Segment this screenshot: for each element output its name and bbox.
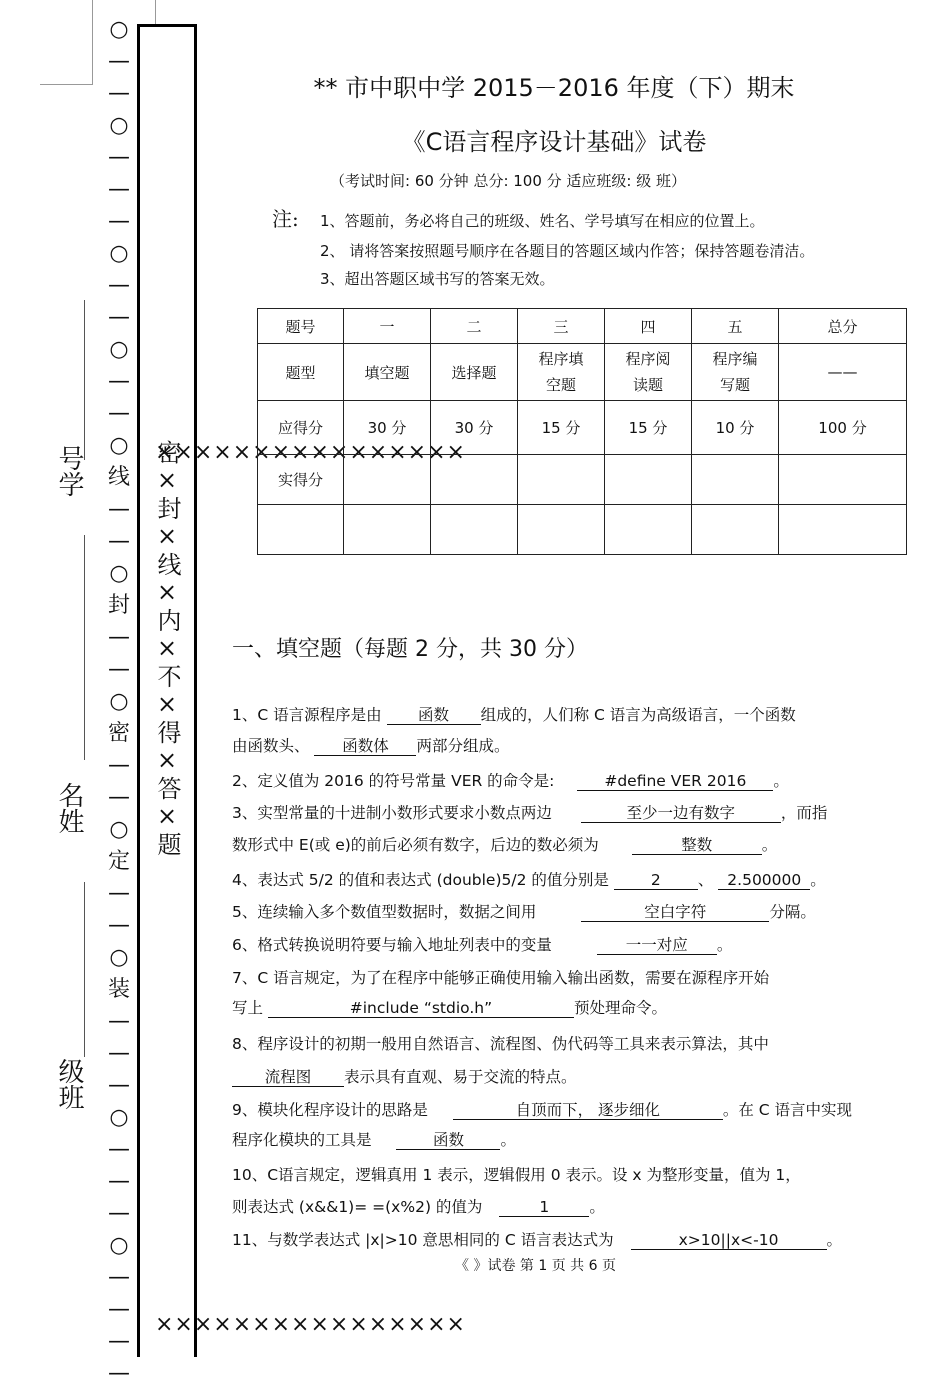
answer-blank: #include “stdio.h” xyxy=(268,999,574,1018)
answer-blank: 2 xyxy=(614,871,698,890)
label-line-name xyxy=(84,535,85,760)
cell-empty xyxy=(605,505,692,555)
answer-blank: 函数 xyxy=(387,706,481,725)
question-2: 2、定义值为 2016 的符号常量 VER 的命令是: #define VER 2016 。 xyxy=(232,772,789,790)
answer-blank: 整数 xyxy=(632,836,762,855)
binding-line-chain: ○ — — ○ — — — ○ — — ○ — — ○ 线 — — ○ 封 — — ○ 密 — — ○ 定 — — ○ 装 — — — ○ — — — ○ — — — — xyxy=(107,17,130,1386)
question-9-cont: 程序化模块的工具是 函数 。 xyxy=(232,1131,516,1149)
seal-warning-text: 密×封×线×内×不×得×答×题 xyxy=(153,440,181,858)
cell-row-label: 实得分 xyxy=(258,455,344,505)
note-2: 2、 请将答案按照题号顺序在各题目的答题区域内作答；保持答题卷清洁。 xyxy=(320,242,815,260)
question-8-cont: 流程图 表示具有直观、易于交流的特点。 xyxy=(232,1065,577,1087)
cell-score: 30 分 xyxy=(431,401,518,455)
question-5: 5、连续输入多个数值型数据时，数据之间用 空白字符 分隔。 xyxy=(232,903,816,921)
page-footer: 《 》试卷 第 1 页 共 6 页 xyxy=(455,1258,616,1274)
crop-mark-vertical-2 xyxy=(155,0,156,24)
cell-actual-score[interactable] xyxy=(431,455,518,505)
note-1: 1、答题前，务必将自己的班级、姓名、学号填写在相应的位置上。 xyxy=(320,212,765,230)
note-3: 3、超出答题区域书写的答案无效。 xyxy=(320,270,555,288)
cell-score: 15 分 xyxy=(605,401,692,455)
cell-header: 二 xyxy=(431,309,518,344)
exam-info: （考试时间: 60 分钟 总分: 100 分 适应班级: 级 班） xyxy=(330,172,687,190)
answer-blank: x>10||x<-10 xyxy=(631,1231,827,1250)
answer-blank: #define VER 2016 xyxy=(577,772,773,791)
cell-empty xyxy=(518,505,605,555)
question-10: 10、C语言规定，逻辑真用 1 表示，逻辑假用 0 表示。设 x 为整形变量，值为 1， xyxy=(232,1166,801,1184)
table-row xyxy=(258,309,907,344)
cell-score: 30 分 xyxy=(344,401,431,455)
cell-empty xyxy=(344,505,431,555)
answer-blank: 1 xyxy=(499,1198,589,1217)
label-student-id: 号学 xyxy=(54,445,84,497)
cell-type: 程序阅 读题 xyxy=(605,344,692,401)
cell-header: 四 xyxy=(605,309,692,344)
question-9: 9、模块化程序设计的思路是 自顶而下， 逐步细化 。在 C 语言中实现 xyxy=(232,1101,852,1119)
table-row xyxy=(258,455,907,505)
cell-actual-score[interactable] xyxy=(605,455,692,505)
seal-x-row-bottom: ×××××××××××××××× xyxy=(155,1312,466,1337)
cell-row-label: 应得分 xyxy=(258,401,344,455)
question-6: 6、格式转换说明符要与输入地址列表中的变量 一一对应 。 xyxy=(232,936,733,954)
question-11: 11、与数学表达式 |x|>10 意思相同的 C 语言表达式为 x>10||x<-10 。 xyxy=(232,1231,843,1249)
score-table xyxy=(257,308,907,555)
question-1-cont: 由函数头、 函数体 两部分组成。 xyxy=(232,737,510,755)
question-3-cont: 数形式中 E(或 e)的前后必须有数字，后边的数必须为 整数 。 xyxy=(232,836,778,854)
cell-row-label: 题型 xyxy=(258,344,344,401)
question-8: 8、程序设计的初期一般用自然语言、流程图、伪代码等工具来表示算法，其中 xyxy=(232,1035,769,1053)
label-line-id-top xyxy=(84,300,85,460)
label-student-name: 名姓 xyxy=(54,782,84,834)
cell-empty xyxy=(692,505,779,555)
cell-header: 三 xyxy=(518,309,605,344)
cell-empty xyxy=(779,505,907,555)
cell-type: —— xyxy=(779,344,907,401)
cell-type: 填空题 xyxy=(344,344,431,401)
cell-score: 10 分 xyxy=(692,401,779,455)
cell-actual-score[interactable] xyxy=(344,455,431,505)
section-title: 一、填空题（每题 2 分，共 30 分） xyxy=(232,637,588,662)
answer-blank: 2.500000 xyxy=(718,871,810,890)
answer-blank: 空白字符 xyxy=(581,903,769,922)
cell-score: 100 分 xyxy=(779,401,907,455)
question-3: 3、实型常量的十进制小数形式要求小数点两边 至少一边有数字 ，而指 xyxy=(232,804,828,822)
table-row xyxy=(258,344,907,401)
note-label: 注: xyxy=(272,207,299,231)
answer-blank: 一一对应 xyxy=(597,936,717,955)
table-row xyxy=(258,505,907,555)
answer-blank: 至少一边有数字 xyxy=(581,804,781,823)
label-line-class xyxy=(84,882,85,1057)
question-4: 4、表达式 5/2 的值和表达式 (double)5/2 的值分别是 2 、 2.500000 。 xyxy=(232,871,826,889)
cell-row-label: 题号 xyxy=(258,309,344,344)
answer-blank: 函数体 xyxy=(314,737,416,756)
cell-type: 程序编 写题 xyxy=(692,344,779,401)
answer-blank: 函数 xyxy=(396,1131,500,1150)
cell-actual-score[interactable] xyxy=(779,455,907,505)
question-7: 7、C 语言规定，为了在程序中能够正确使用输入输出函数，需要在源程序开始 xyxy=(232,969,770,987)
cell-type: 选择题 xyxy=(431,344,518,401)
cell-empty xyxy=(431,505,518,555)
cell-actual-score[interactable] xyxy=(518,455,605,505)
cell-header: 一 xyxy=(344,309,431,344)
cell-score: 15 分 xyxy=(518,401,605,455)
exam-title-line1: ** 市中职中学 2015－2016 年度（下）期末 xyxy=(313,74,795,102)
cell-type: 程序填 空题 xyxy=(518,344,605,401)
cell-actual-score[interactable] xyxy=(692,455,779,505)
exam-title-line2: 《C语言程序设计基础》试卷 xyxy=(401,128,707,156)
label-class: 级班 xyxy=(54,1058,84,1110)
cell-header: 五 xyxy=(692,309,779,344)
seal-x-row-top: ×××××××××××××××× xyxy=(155,440,466,465)
table-row xyxy=(258,401,907,455)
question-1: 1、C 语言源程序是由 函数 组成的，人们称 C 语言为高级语言，一个函数 xyxy=(232,706,796,724)
cell-header: 总分 xyxy=(779,309,907,344)
answer-blank: 流程图 xyxy=(232,1068,344,1087)
answer-blank: 自顶而下， 逐步细化 xyxy=(453,1101,723,1120)
question-10-cont: 则表达式 (x&&1)= =(x%2) 的值为 1 。 xyxy=(232,1198,605,1216)
question-7-cont: 写上 #include “stdio.h” 预处理命令。 xyxy=(232,999,667,1017)
cell-empty xyxy=(258,505,344,555)
